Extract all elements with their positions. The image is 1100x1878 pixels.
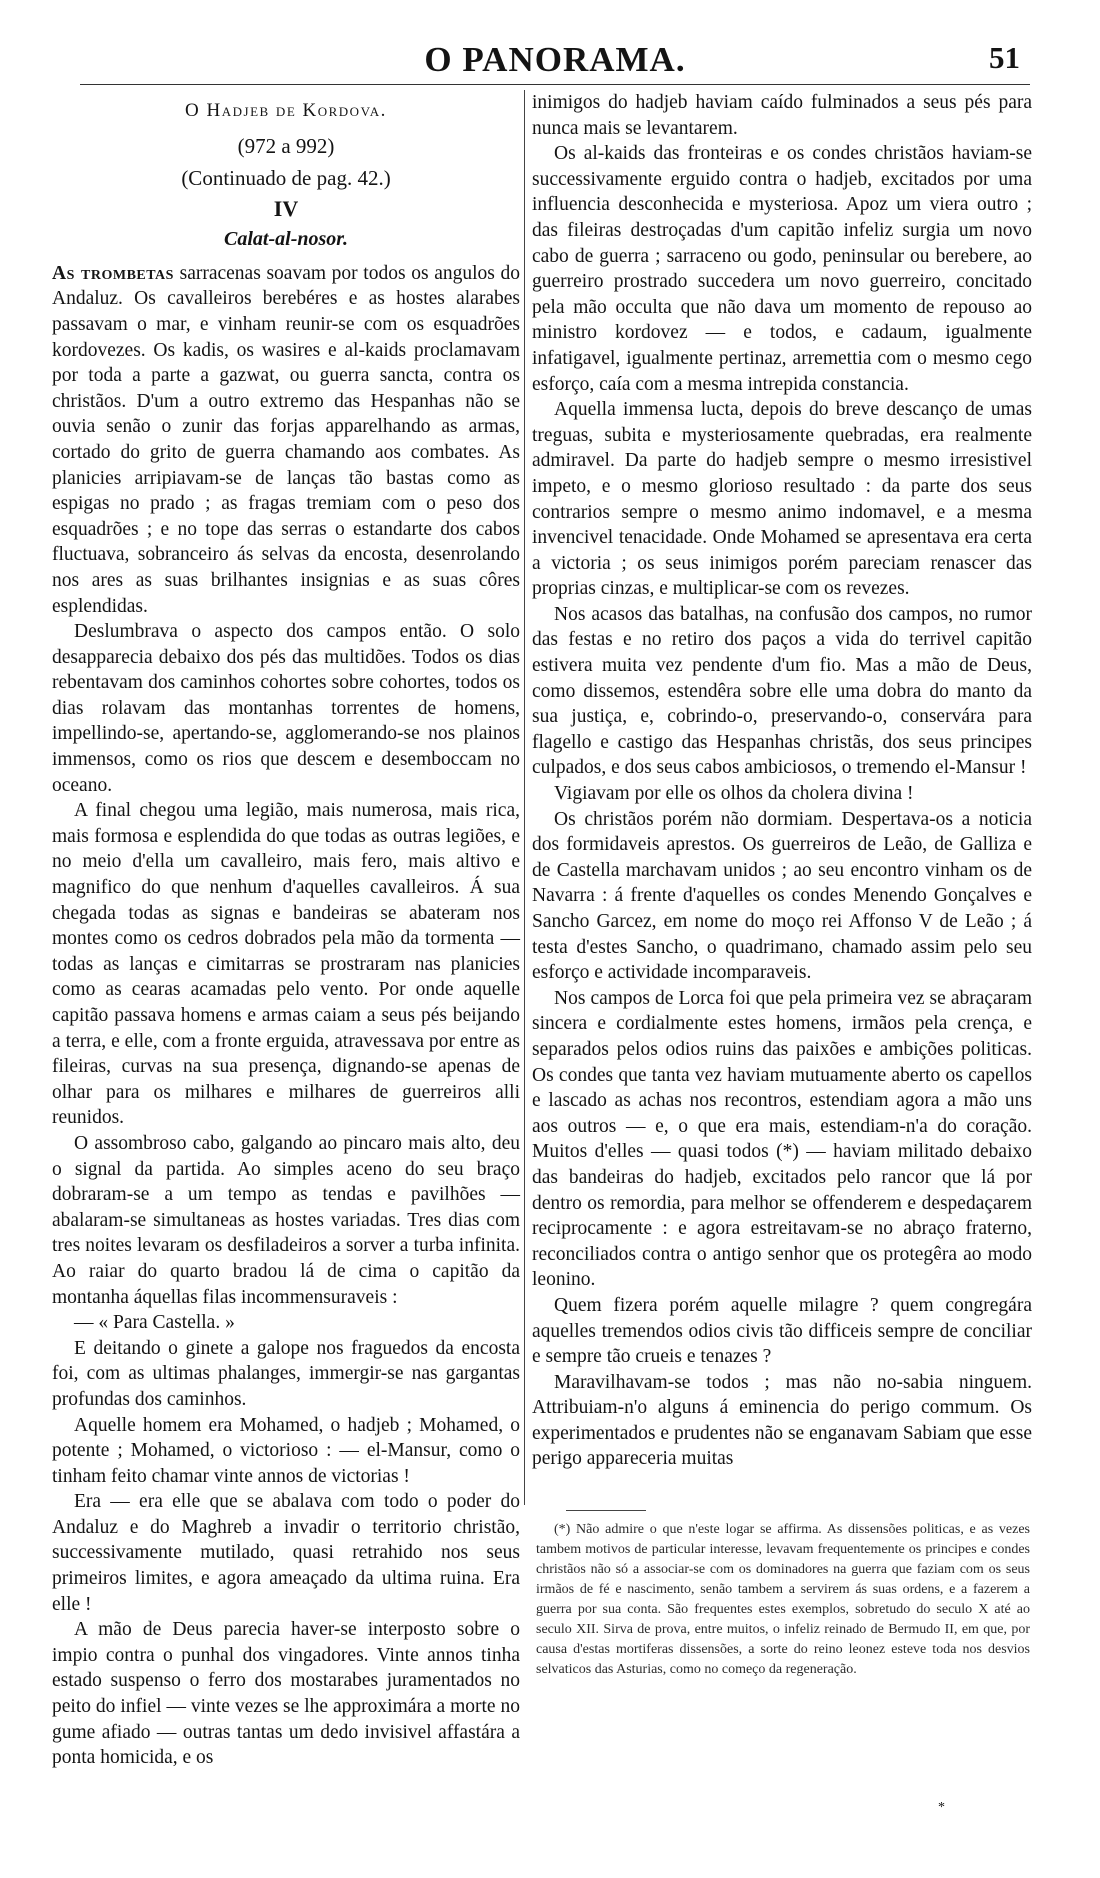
article-title: O Hadjeb de Kordova. bbox=[185, 100, 387, 121]
section-number: IV bbox=[273, 195, 299, 221]
paragraph-quote: — « Para Castella. » bbox=[74, 1312, 235, 1334]
continuation-note: (Continuado de pag. 42.) bbox=[181, 165, 391, 190]
footnote: (*) Não admire o que n'este logar se affirma. As dissensões politicas, e as vezes tambem motivos de particular interesse, levavam frequentemente os principes e condes christãos não só a associar-se com os dominadores na guerra que faziam com os seus irmãos de fé e nascimento, senão tambem a servirem ás suas ordens, e a fazerem a guerra por sua conta. São frequentes estes exemplos, sobretudo do seculo X até ao seculo XII. Sirva de prova, entre muitos, o infeliz reinado de Bermudo II, em que, por causa d'estas mortiferas dissensões, a sorte do reino leonez esteve toda nos desvios selvaticos das Asturias, como no começo da regeneração. bbox=[536, 1522, 1030, 1677]
paragraph: Aquelle homem era Mohamed, o hadjeb ; Mohamed, o potente ; Mohamed, o victorioso : — el-Mansur, como o tinham feito chamar vinte annos de victorias ! bbox=[52, 1414, 520, 1487]
continued-line: inimigos do hadjeb haviam caído fulminados a seus pés para nunca mais se levantarem. bbox=[532, 92, 1032, 139]
paragraph: Aquella immensa lucta, depois do breve descanço de umas treguas, subita e mysteriosamente quebradas, era realmente admiravel. Da parte do hadjeb sempre o mesmo irresistivel impeto, e o mesmo glorioso resultado : da parte dos seus contrarios sempre o mesmo animo indomavel, e a mesma invencivel tenacidade. Onde Mohamed se apresentava era certa a victoria ; os seus inimigos porém pareciam renascer das proprias cinzas, e multiplicar-se com os revezes. bbox=[532, 399, 1032, 600]
opening-paragraph bbox=[52, 261, 520, 619]
paragraph: Quem fizera porém aquelle milagre ? quem congregára aquelles tremendos odios civis tão difficeis sempre de conciliar e sempre tão crueis e tenazes ? bbox=[532, 1294, 1032, 1368]
paragraph-text: sarracenas soavam por todos os angulos do Andaluz. Os cavalleiros berebéres e as hostes alarabes passavam o mar, e vinham reunir-se com os esquadrões kordovezes. Os kadis, os wasires e al-kaids proclamavam por toda a parte a gazwat, ou guerra sancta, contra os christãos. D'um a outro extremo das Hespanhas não se ouvia senão o zunir das forjas apparelhando as armas, cortado do grito de guerra chamando aos combates. As planicies arripiavam-se de lanças tão bastas como as espigas no prado ; as fragas tremiam com o peso dos esquadrões ; e no tope das serras o estandarte dos cabos fluctuava, sobranceiro ás selvas da encosta, desenrolando nos ares as suas brilhantes insignias e as suas côres esplendidas. bbox=[52, 262, 521, 617]
paragraph: Nos campos de Lorca foi que pela primeira vez se abraçaram sincera e cordialmente estes homens, irmãos pela crença, e separados pelos odios ruins das paixões e ambições politicas. Os condes que tanta vez haviam mutuamente aberto os capellos e lascado as achas nos recontros, estendiam agora a mão uns aos outros — e, o que era mais, estendiam-n'a do coração. Muitos d'elles — quasi todos (*) — haviam militado debaixo das bandeiras do hadjeb, excitados pelo rancor que lá por dentro os remordia, para melhor se offenderem e despedaçarem reciprocamente : e agora estreitavam-se no abraço fraterno, reconciliados contra o antigo senhor que os protegêra ao modo leonino. bbox=[532, 987, 1032, 1291]
paragraph: Vigiavam por elle os olhos da cholera divina ! bbox=[554, 783, 914, 805]
right-column bbox=[532, 90, 1032, 1472]
paragraph: O assombroso cabo, galgando ao pincaro mais alto, deu o signal da partida. Ao simples aceno do seu braço dobraram-se a um tempo as tendas e pavilhões — abalaram-se simultaneas as hostes variadas. Tres dias com tres noites levaram os desfiladeiros a sorver a turba infinita. Ao raiar do quarto bradou lá de cima o capitão da montanha áquellas filas incommensuraveis : bbox=[52, 1132, 520, 1308]
paragraph: Maravilhavam-se todos ; mas não no-sabia ninguem. Attribuiam-n'o alguns á eminencia do perigo commum. Os experimentados e prudentes não se enganavam Sabiam que esse perigo appareceria muitas bbox=[532, 1371, 1032, 1470]
paragraph: E deitando o ginete a galope nos fraguedos da encosta foi, com as ultimas phalanges, immergir-se nas gargantas profundas dos caminhos. bbox=[52, 1337, 520, 1410]
paragraph: Era — era elle que se abalava com todo o poder do Andaluz e do Maghreb a invadir o territorio christão, successivamente mutilado, quasi retrahido nos seus primeiros limites, e agora ameaçado da ultima ruina. Era elle ! bbox=[52, 1491, 520, 1615]
footnote-rule bbox=[566, 1510, 646, 1511]
article-years: (972 a 992) bbox=[237, 133, 335, 158]
chapter-title: Calat-al-nosor. bbox=[224, 228, 348, 251]
paragraph: Os christãos porém não dormiam. Despertava-os a noticia dos formidaveis aprestos. Os guerreiros de Leão, de Galliza e de Castella marchavam unidos ; ao seu encontro vinham os de Navarra : á frente d'aquelles os condes Menendo Gonçalves e Sancho Garcez, em nome do moço rei Affonso V de Leão ; á testa d'estes Sancho, o quadrimano, chamado assim pelo seu esforço e actividade incomparaveis. bbox=[532, 808, 1032, 984]
paragraph: Os al-kaids das fronteiras e os condes christãos haviam-se successivamente erguido contra o hadjeb, excitados por uma influencia desconhecida e mysteriosa. Apoz um viera outro ; das fileiras destroçadas d'um capitão infeliz surgia um novo cabo de guerra ; sarraceno ou godo, peninsular ou berebere, ao guerreiro prostrado succedera um novo guerreiro, concitado pela mão occulta que não dava um momento de repouso ao ministro kordovez — e todos, e cadaum, igualmente infatigavel, igualmente pertinaz, arremettia com o mesmo cego esforço, caía com a mesma intrepida constancia. bbox=[532, 143, 1032, 395]
publication-title: O PANORAMA. bbox=[424, 40, 686, 79]
left-column bbox=[52, 98, 520, 1771]
running-head bbox=[0, 40, 1100, 84]
column-divider bbox=[524, 90, 525, 1505]
paragraph: Deslumbrava o aspecto dos campos então. O solo desapparecia debaixo dos pés das multidões. Todos os dias rebentavam dos caminhos cohortes sobre cohortes, todos os dias rolavam das montanhas torrentes de homens, impellindo-se, apertando-se, agglomerando-se nos plainos immensos, como os rios que descem e desemboccam no oceano. bbox=[52, 621, 520, 796]
page-number: 51 bbox=[989, 40, 1020, 75]
end-mark: * bbox=[938, 1800, 945, 1815]
lead-caps: As trombetas bbox=[52, 262, 174, 284]
paragraph: A final chegou uma legião, mais numerosa, mais rica, mais formosa e esplendida do que todas as outras legiões, e no meio d'ella um cavalleiro, mais fero, mais altivo e magnifico do que nenhum d'aquelles cavalleiros. Á sua chegada todas as signas e bandeiras se abateram nos montes como os cedros dobrados pela mão da tormenta — todas as lanças e cimitarras se prostraram nas planicies como as cearas acamadas pelo vento. Por onde aquelle capitão passava homens e armas caiam a seus pés beijando a terra, e elle, com a fronte erguida, atravessava por entre as fileiras, curvas na sua presença, dignando-se apenas de olhar para os milhares e milhares de guerreiros alli reunidos. bbox=[52, 800, 520, 1129]
paragraph: A mão de Deus parecia haver-se interposto sobre o impio contra o punhal dos vingadores. Vinte annos tinha estado suspenso o ferro dos mostarabes juramentados no peito do infiel — vinte vezes se lhe approximára a morte no gume afiado — outras tantas um dedo invisivel affastára a ponta homicida, e os bbox=[52, 1619, 520, 1769]
paragraph: Nos acasos das batalhas, na confusão dos campos, no rumor das festas e no retiro dos paços a vida do terrivel capitão estivera muita vez pendente d'um fio. Mas a mão de Deus, como dissemos, estendêra sobre elle uma dobra do manto da sua justiça, e, cobrindo-o, preservando-o, conservára para flagello e castigo das Hespanhas christãs, dos seus principes culpados, e dos seus cabos ambiciosos, o tremendo el-Mansur ! bbox=[532, 603, 1032, 779]
header-rule bbox=[80, 84, 1030, 85]
